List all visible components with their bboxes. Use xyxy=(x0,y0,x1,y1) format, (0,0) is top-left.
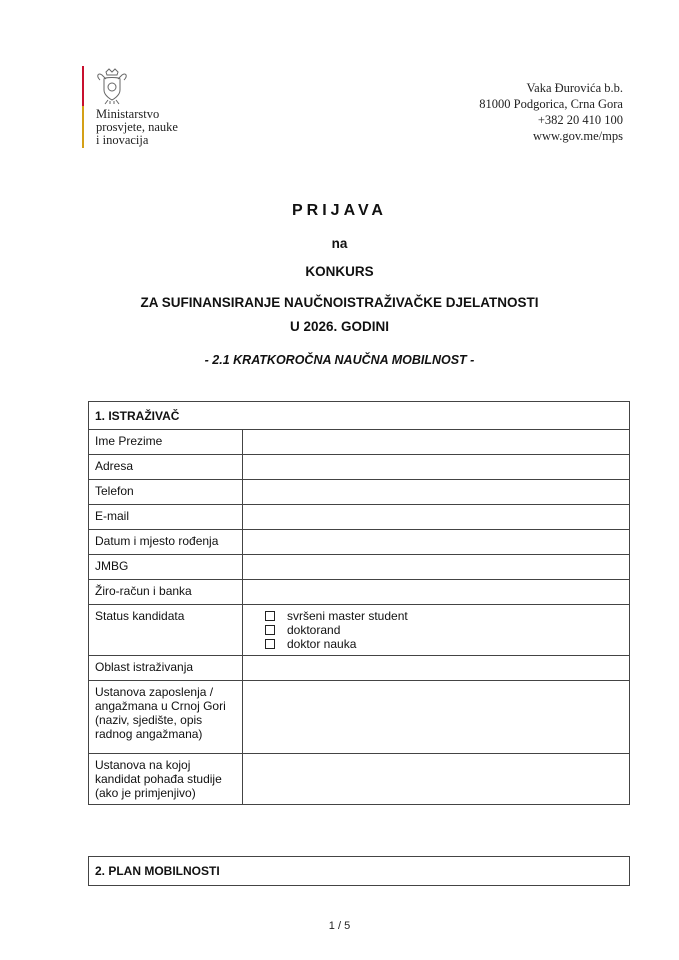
field-label: Ustanova zaposlenja / angažmana u Crnoj Gori (naziv, sjedište, opis radnog angažmana) xyxy=(89,681,243,754)
checkbox[interactable] xyxy=(265,625,275,635)
table-row xyxy=(89,530,630,555)
status-options xyxy=(243,605,630,656)
phone-field[interactable] xyxy=(243,480,630,505)
field-label: E-mail xyxy=(89,505,243,530)
table-row xyxy=(89,505,630,530)
address-city: 81000 Podgorica, Crna Gora xyxy=(479,97,623,111)
address-street: Vaka Đurovića b.b. xyxy=(526,81,623,95)
employer-field[interactable] xyxy=(243,681,630,754)
field-label: Ime Prezime xyxy=(89,430,243,455)
checkbox[interactable] xyxy=(265,611,275,621)
field-label: Adresa xyxy=(89,455,243,480)
ministry-line: i inovacija xyxy=(96,133,149,147)
flag-bar xyxy=(82,66,84,148)
table-row xyxy=(89,681,630,754)
flag-bar-red xyxy=(82,66,84,106)
title-line-1: ZA SUFINANSIRANJE NAUČNOISTRAŽIVAČKE DJELATNOSTI xyxy=(140,295,539,310)
field-label: Telefon xyxy=(89,480,243,505)
title-na: na xyxy=(331,236,348,251)
ministry-line: prosvjete, nauke xyxy=(96,120,178,134)
ministry-line: Ministarstvo xyxy=(96,107,160,121)
coat-of-arms-icon xyxy=(92,66,132,106)
status-option[interactable] xyxy=(249,637,623,651)
ministry-address xyxy=(479,80,623,144)
jmbg-field[interactable] xyxy=(243,555,630,580)
email-field[interactable] xyxy=(243,505,630,530)
title-line-2: U 2026. GODINI xyxy=(289,319,390,334)
address-field[interactable] xyxy=(243,455,630,480)
birth-date-place-field[interactable] xyxy=(243,530,630,555)
mobility-plan-table xyxy=(88,856,630,886)
page-number: 1 / 5 xyxy=(328,920,351,932)
document-title: PRIJAVA xyxy=(292,202,387,219)
section-heading-researcher: 1. ISTRAŽIVAČ xyxy=(89,402,630,430)
field-label: Oblast istraživanja xyxy=(89,656,243,681)
research-area-field[interactable] xyxy=(243,656,630,681)
table-row xyxy=(89,605,630,656)
field-label: JMBG xyxy=(89,555,243,580)
title-konkurs: KONKURS xyxy=(305,264,374,279)
ministry-logo xyxy=(82,66,222,150)
field-label: Status kandidata xyxy=(89,605,243,656)
checkbox[interactable] xyxy=(265,639,275,649)
address-website: www.gov.me/mps xyxy=(532,129,623,143)
table-row xyxy=(89,480,630,505)
section-heading-mobility-plan: 2. PLAN MOBILNOSTI xyxy=(89,857,630,886)
field-label: Ustanova na kojoj kandidat pohađa studije (ako je primjenjivo) xyxy=(89,754,243,805)
researcher-table xyxy=(88,401,630,805)
bank-account-field[interactable] xyxy=(243,580,630,605)
address-phone: +382 20 410 100 xyxy=(537,113,623,127)
status-option[interactable] xyxy=(249,609,623,623)
table-row xyxy=(89,754,630,805)
ministry-name xyxy=(96,108,178,147)
status-option[interactable] xyxy=(249,623,623,637)
title-subtitle: - 2.1 KRATKOROČNA NAUČNA MOBILNOST - xyxy=(204,353,475,367)
table-row xyxy=(89,656,630,681)
status-option-label: doktor nauka xyxy=(287,637,357,651)
status-option-label: doktorand xyxy=(287,623,341,637)
field-label: Žiro-račun i banka xyxy=(89,580,243,605)
name-field[interactable] xyxy=(243,430,630,455)
table-row xyxy=(89,455,630,480)
status-option-label: svršeni master student xyxy=(287,609,408,623)
table-row xyxy=(89,430,630,455)
flag-bar-gold xyxy=(82,106,84,148)
field-label: Datum i mjesto rođenja xyxy=(89,530,243,555)
study-institution-field[interactable] xyxy=(243,754,630,805)
table-row xyxy=(89,555,630,580)
table-row xyxy=(89,580,630,605)
